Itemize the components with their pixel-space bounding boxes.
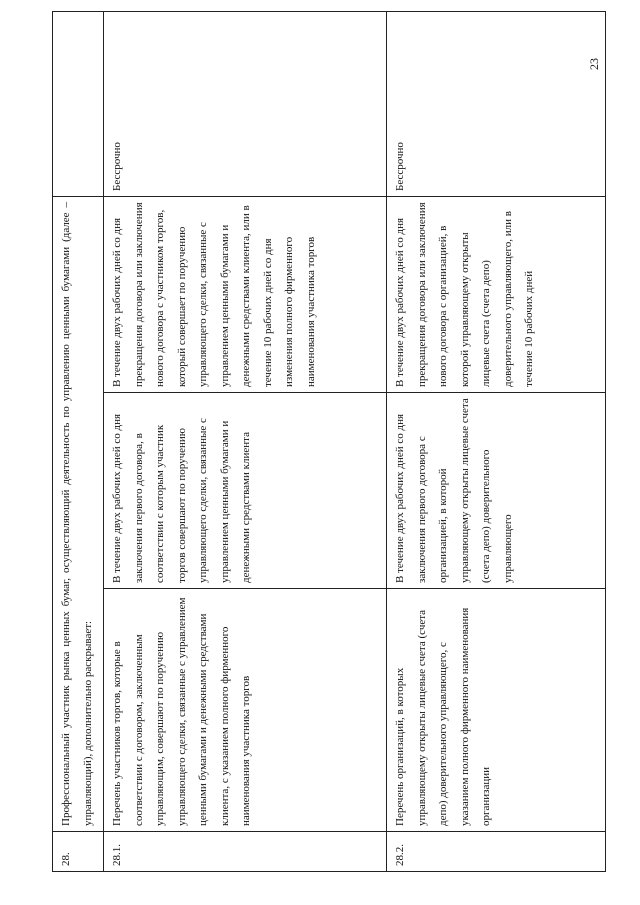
- row-disclosure-term: В течение двух рабочих дней со дня заключения первого договора, в соответствии с которым участник торгов совершают по поручению управляющего сделки, связанные с управлением ценными бумагами и денежными средствами клиента: [104, 393, 387, 589]
- row-item: Перечень организаций, в которых управляющему открыты лицевые счета (счета депо) доверительного управляющего, с указанием полного фирменного наименования организации: [387, 589, 606, 832]
- rotated-page: [52, 12, 604, 872]
- row-number: 28.2.: [387, 832, 606, 872]
- row-update-term: В течение двух рабочих дней со дня прекращения договора или заключения нового договора с организацией, в которой управляющему открыты лицевые счета (счета депо) доверительного управляющего, или в течение 10 рабочих дней: [387, 196, 606, 392]
- header-empty-cell: [53, 11, 104, 196]
- table-header-row: [53, 11, 104, 871]
- table-row: [104, 11, 387, 871]
- row-update-term: В течение двух рабочих дней со дня прекращения договора или заключения нового договора с участником торгов, который совершает по поручению управляющего сделки, связанные с управлением ценными бумагами и денежными средствами клиента, или в течение 10 рабочих дней со дня изменения полного фирменного наименования участника торгов: [104, 196, 387, 392]
- row-number: 28.1.: [104, 832, 387, 872]
- disclosure-table: [52, 11, 606, 872]
- row-item: Перечень участников торгов, которые в соответствии с договором, заключенным управляющим, совершают по поручению управляющего сделки, связанные с управлением ценными бумагами и денежными средствами клиента, с указанием полного фирменного наименования участника торгов: [104, 589, 387, 832]
- section-number: 28.: [53, 832, 104, 872]
- section-heading: Профессиональный участник рынка ценных бумаг, осуществляющий деятельность по управлению ценными бумагами (далее – управляющий), дополнительно раскрывает:: [53, 196, 104, 831]
- row-period: Бессрочно: [387, 11, 606, 196]
- page-number: 23: [587, 58, 601, 70]
- row-period: Бессрочно: [104, 11, 387, 196]
- row-disclosure-term: В течение двух рабочих дней со дня заключения первого договора с организацией, в которой управляющему открыты лицевые счета (счета депо) доверительного управляющего: [387, 393, 606, 589]
- table-row: [387, 11, 606, 871]
